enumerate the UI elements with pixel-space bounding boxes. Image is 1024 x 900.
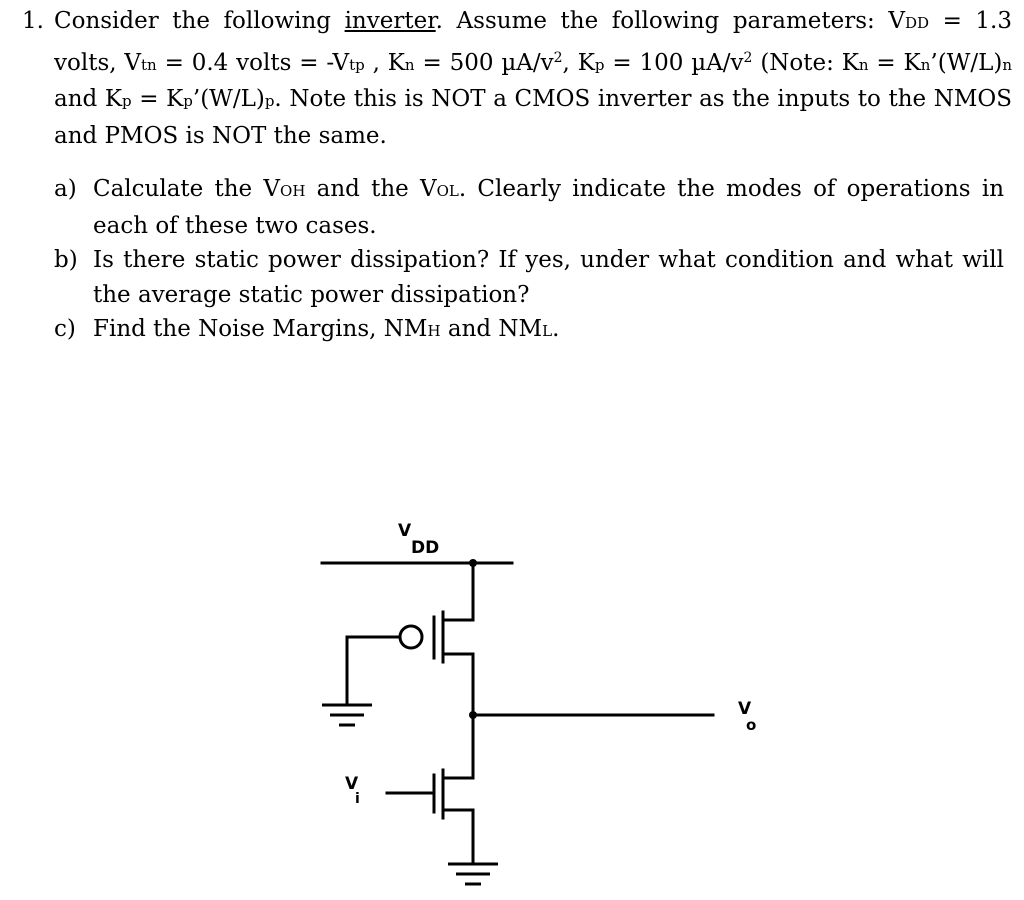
text-segment: . xyxy=(552,316,560,342)
superscript-2: 2 xyxy=(553,49,563,66)
text-segment: = 100 µA/v xyxy=(604,49,744,76)
vdd-junction-dot xyxy=(469,559,477,567)
text-segment: . Clearly indicate the modes of operations in each of these two cases. xyxy=(93,176,1005,239)
text-segment: = 0.4 volts = -V xyxy=(156,49,350,76)
ground-symbol-gate xyxy=(322,705,372,725)
subscript-p: p xyxy=(122,92,132,110)
text-segment: = K xyxy=(131,86,184,112)
subscript-p: p xyxy=(594,55,605,74)
vdd-label-v: V xyxy=(398,521,412,541)
subscript-h: H xyxy=(427,322,441,340)
text-segment: = K xyxy=(868,49,921,76)
text-segment: ’(W/L) xyxy=(192,86,265,112)
vi-label-sub: i xyxy=(355,791,360,807)
text-segment: , K xyxy=(562,49,595,76)
subscript-n: n xyxy=(920,55,931,74)
inverter-term: inverter xyxy=(344,8,436,34)
problem-number: 1. xyxy=(22,8,44,34)
text-segment: . Assume the following parameters: V xyxy=(435,8,905,34)
subscript-l: L xyxy=(542,322,553,340)
subscript-tp: tp xyxy=(349,55,365,74)
subscript-n: n xyxy=(404,55,415,74)
text-segment: and the V xyxy=(305,176,437,202)
part-label: c) xyxy=(54,316,76,342)
vdd-label-sub: DD xyxy=(411,538,440,558)
subscript-n: n xyxy=(1002,55,1013,74)
text-segment: Find the Noise Margins, NM xyxy=(93,316,428,342)
text-segment: (Note: K xyxy=(752,49,859,76)
vo-label-sub: o xyxy=(746,716,757,734)
part-label: b) xyxy=(54,247,78,273)
subscript-n: n xyxy=(858,55,869,74)
superscript-2: 2 xyxy=(743,49,753,66)
subscript-oh: OH xyxy=(280,182,306,200)
subscript-p: p xyxy=(183,92,193,110)
text-segment: = 500 µA/v xyxy=(414,49,554,76)
pmos-gate-bubble xyxy=(400,626,422,648)
text-segment: Calculate the V xyxy=(93,176,281,202)
text-segment: and K xyxy=(54,86,123,112)
part-label: a) xyxy=(54,176,77,202)
ground-symbol-nmos xyxy=(448,864,498,884)
vi-label-v: V xyxy=(345,774,359,794)
vo-label-v: V xyxy=(738,699,752,719)
subscript-dd: DD xyxy=(904,14,930,32)
subscript-ol: OL xyxy=(436,182,459,200)
subscript-tn: tn xyxy=(141,55,157,74)
part-text: Is there static power dissipation? If yes, under what condition and what will the average static power dissipation? xyxy=(93,247,1004,308)
output-junction-dot xyxy=(469,711,477,719)
subscript-p: p xyxy=(264,92,275,110)
text-segment: . Note this is NOT a CMOS inverter as the inputs to the NMOS and PMOS is NOT the same. xyxy=(54,86,1012,149)
text-segment: Consider the following xyxy=(54,8,345,34)
text-segment: ’(W/L) xyxy=(930,49,1003,76)
text-segment: = 1.3 volts, V xyxy=(54,8,1012,76)
text-segment: , K xyxy=(364,49,405,76)
text-segment: and NM xyxy=(440,316,543,342)
